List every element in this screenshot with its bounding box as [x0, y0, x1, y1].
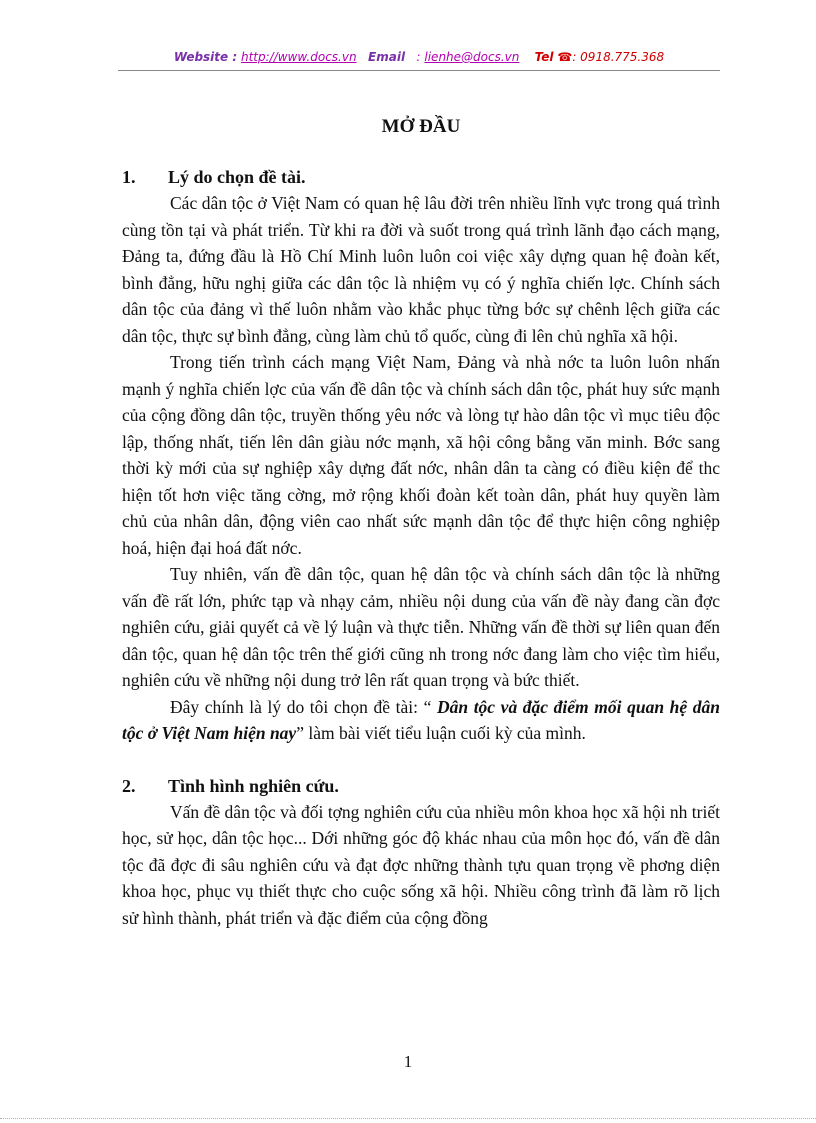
closing-paragraph	[122, 694, 720, 747]
section-title: Tình hình nghiên cứu.	[168, 775, 339, 796]
phone-icon: ☎	[557, 50, 573, 64]
section-heading-1	[122, 164, 720, 190]
page-header	[118, 50, 720, 71]
email-colon: :	[416, 50, 421, 64]
closing-text-before: Đây chính là lý do tôi chọn đề tài: “	[170, 696, 437, 717]
paragraph: Các dân tộc ở Việt Nam có quan hệ lâu đời trên nhiều lĩnh vực trong quá trình cùng tồn tại và phát triển. Từ khi ra đời và suốt trong quá trình lãnh đạo cách mạng, Đảng ta, đứng đầu là Hồ Chí Minh luôn luôn coi việc xây dựng quan hệ đoàn kết, bình đẳng, hữu nghị giữa các dân tộc là nhiệm vụ có ý nghĩa chiến lợc. Chính sách dân tộc của đảng vì thế luôn nhằm vào khắc phục từng bớc sự chênh lệch giữa các dân tộc, thực sự bình đẳng, cùng làm chủ tổ quốc, cùng đi lên chủ nghĩa xã hội.	[122, 193, 720, 346]
email-link[interactable]: lienhe@docs.vn	[424, 50, 520, 64]
topic-title: Dân tộc và đặc điểm mối quan hệ dân tộc ở Việt Nam hiện nay	[122, 696, 721, 743]
email-label: Email	[368, 50, 406, 64]
website-link[interactable]: http://www.docs.vn	[240, 50, 357, 64]
website-label: Website :	[173, 50, 238, 64]
paragraph: Vấn đề dân tộc và đối tợng nghiên cứu của nhiều môn khoa học xã hội nh triết học, sử học, dân tộc học... Dới những góc độ khác nhau của môn học đó, vấn đề dân tộc đã đợc đi sâu nghiên cứu và đạt đợc những thành tựu quan trọng về phơng diện khoa học, phục vụ thiết thực cho cuộc sống xã hội. Nhiều công trình đã làm rõ lịch sử hình thành, phát triển và đặc điểm của cộng đồng	[122, 801, 720, 928]
section-number: 1.	[122, 167, 136, 187]
page-title: MỞ ĐẦU	[381, 116, 461, 137]
footer-divider	[0, 1118, 816, 1119]
tel-label: Tel	[534, 50, 554, 64]
page-number: 1	[403, 1052, 413, 1071]
document-body	[122, 100, 720, 931]
paragraph: Tuy nhiên, vấn đề dân tộc, quan hệ dân tộc và chính sách dân tộc là những vấn đề rất lớn, phức tạp và nhạy cảm, nhiều nội dung của vấn đề này đang cần đợc nghiên cứu, giải quyết cả về lý luận và thực tiễn. Những vấn đề thời sự liên quan đến dân tộc, quan hệ dân tộc trên thế giới cũng nh trong nớc đang làm cho việc tìm hiểu, nghiên cứu về những nội dung trở lên rất quan trọng và bức thiết.	[122, 564, 720, 690]
closing-text-after: ” làm bài viết tiểu luận cuối kỳ của mình.	[296, 723, 586, 743]
section-title: Lý do chọn đề tài.	[168, 167, 306, 187]
paragraph: Trong tiến trình cách mạng Việt Nam, Đảng và nhà nớc ta luôn luôn nhấn mạnh ý nghĩa chiến lợc của vấn đề dân tộc và chính sách dân tộc, phát huy sức mạnh của cộng đồng dân tộc, truyền thống yêu nớc và lòng tự hào dân tộc vì mục tiêu độc lập, thống nhất, tiến lên dân giàu nớc mạnh, xã hội công bằng văn minh. Bớc sang thời kỳ mới của sự nghiệp xây dựng đất nớc, nhân dân ta càng có điều kiện để thc hiện tốt hơn việc tăng cờng, mở rộng khối đoàn kết toàn dân, phát huy quyền làm chủ của nhân dân, động viên cao nhất sức mạnh dân tộc để thực hiện công nghiệp hoá, hiện đại hoá đất nớc.	[122, 352, 720, 558]
phone-number: : 0918.775.368	[572, 50, 665, 64]
section-heading-2	[122, 773, 720, 799]
section-number: 2.	[122, 775, 136, 796]
